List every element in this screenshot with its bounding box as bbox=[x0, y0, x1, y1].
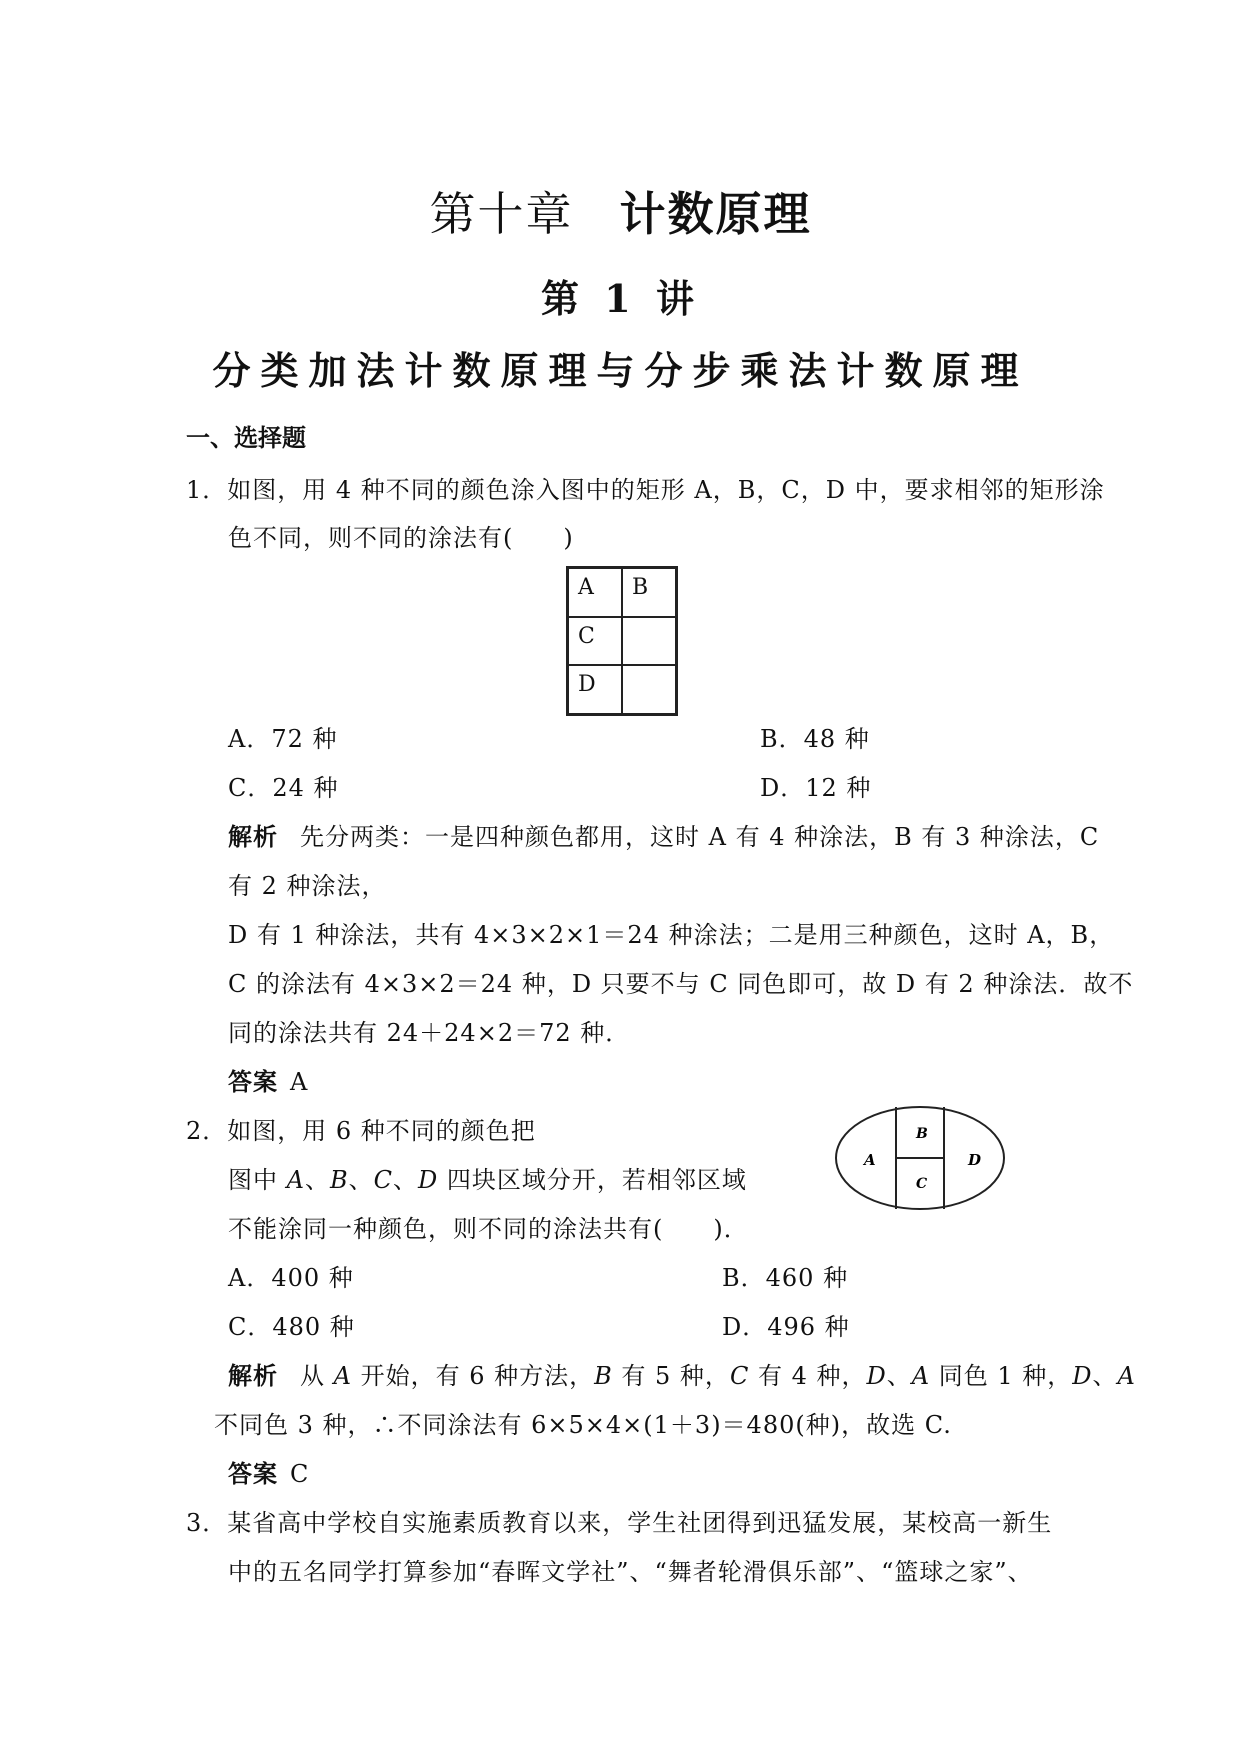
q3-stem-line2: 中的五名同学打算参加“春晖文学社”、“舞者轮滑俱乐部”、“篮球之家”、 bbox=[228, 1558, 1033, 1586]
q1-stem-line2: 色不同，则不同的涂法有( ) bbox=[228, 524, 574, 552]
q1-analysis-line4: C 的涂法有 4×3×2＝24 种，D 只要不与 C 同色即可，故 D 有 2 种涂法．故不 bbox=[228, 970, 1134, 998]
grid-cell-a: A bbox=[568, 568, 622, 617]
q1-answer: 答案 A bbox=[228, 1068, 309, 1096]
q1-option-c: C．24 种 bbox=[228, 774, 339, 802]
q2-answer-label: 答案 bbox=[228, 1460, 278, 1488]
q1-analysis-line2: 有 2 种涂法， bbox=[228, 872, 387, 900]
q1-analysis-line1: 解析 先分两类：一是四种颜色都用，这时 A 有 4 种涂法，B 有 3 种涂法，C bbox=[228, 823, 1100, 851]
q1-option-a: A．72 种 bbox=[228, 725, 338, 753]
q2-option-c: C．480 种 bbox=[228, 1313, 355, 1341]
grid-cell-b: B bbox=[622, 568, 676, 617]
chapter-title bbox=[0, 178, 1241, 244]
q1-analysis-line3: D 有 1 种涂法，共有 4×3×2×1＝24 种涂法；二是用三种颜色，这时 A，B， bbox=[228, 921, 1115, 949]
grid-cell-d: D bbox=[568, 665, 622, 714]
q1-analysis-line5: 同的涂法共有 24＋24×2＝72 种． bbox=[228, 1019, 631, 1047]
lecture-title: 第 1 讲 bbox=[541, 276, 700, 321]
q2-analysis-line1: 解析 从 A 开始，有 6 种方法，B 有 5 种，C 有 4 种，D、A 同色 1 种，D、A bbox=[228, 1362, 1136, 1390]
q2-option-d: D．496 种 bbox=[722, 1313, 850, 1341]
grid-cell-c: C bbox=[568, 617, 622, 666]
grid-cell-empty-1 bbox=[622, 617, 676, 666]
q2-stem-line3: 不能涂同一种颜色，则不同的涂法共有( )． bbox=[228, 1215, 749, 1243]
q1-answer-label: 答案 bbox=[228, 1068, 278, 1096]
chapter-name: 计数原理 bbox=[619, 187, 812, 241]
q3-stem-line1: 3．某省高中学校自实施素质教育以来，学生社团得到迅猛发展，某校高一新生 bbox=[186, 1509, 1053, 1537]
grid-cell-empty-2 bbox=[622, 665, 676, 714]
q1-stem-line1: 1．如图，用 4 种不同的颜色涂入图中的矩形 A，B，C，D 中，要求相邻的矩形涂 bbox=[186, 476, 1105, 504]
q2-stem-line2: 图中 A、B、C、D 四块区域分开，若相邻区域 bbox=[228, 1166, 747, 1194]
q2-analysis-label: 解析 bbox=[228, 1362, 278, 1390]
q1-option-b: B．48 种 bbox=[760, 725, 870, 753]
lesson-title: 分类加法计数原理与分步乘法计数原理 bbox=[212, 348, 1029, 393]
region-b-label: B bbox=[916, 1126, 928, 1142]
region-d-label: D bbox=[968, 1151, 982, 1169]
q2-option-a: A．400 种 bbox=[228, 1264, 354, 1292]
q2-option-b: B．460 种 bbox=[722, 1264, 849, 1292]
q2-stem-line1: 2．如图，用 6 种不同的颜色把 bbox=[186, 1117, 536, 1145]
q1-grid-figure bbox=[566, 566, 678, 716]
q2-analysis-line2: 不同色 3 种，∴不同涂法有 6×5×4×(1＋3)＝480(种)，故选 C. bbox=[214, 1411, 952, 1439]
chapter-number: 第十章 bbox=[429, 187, 574, 241]
q1-option-d: D．12 种 bbox=[760, 774, 872, 802]
q2-ellipse-figure bbox=[832, 1102, 1008, 1214]
q1-analysis-label: 解析 bbox=[228, 823, 278, 851]
q2-answer: 答案 C bbox=[228, 1460, 310, 1488]
region-c-label: C bbox=[916, 1176, 928, 1192]
section-heading: 一、选择题 bbox=[186, 424, 306, 452]
region-a-label: A bbox=[864, 1151, 876, 1169]
